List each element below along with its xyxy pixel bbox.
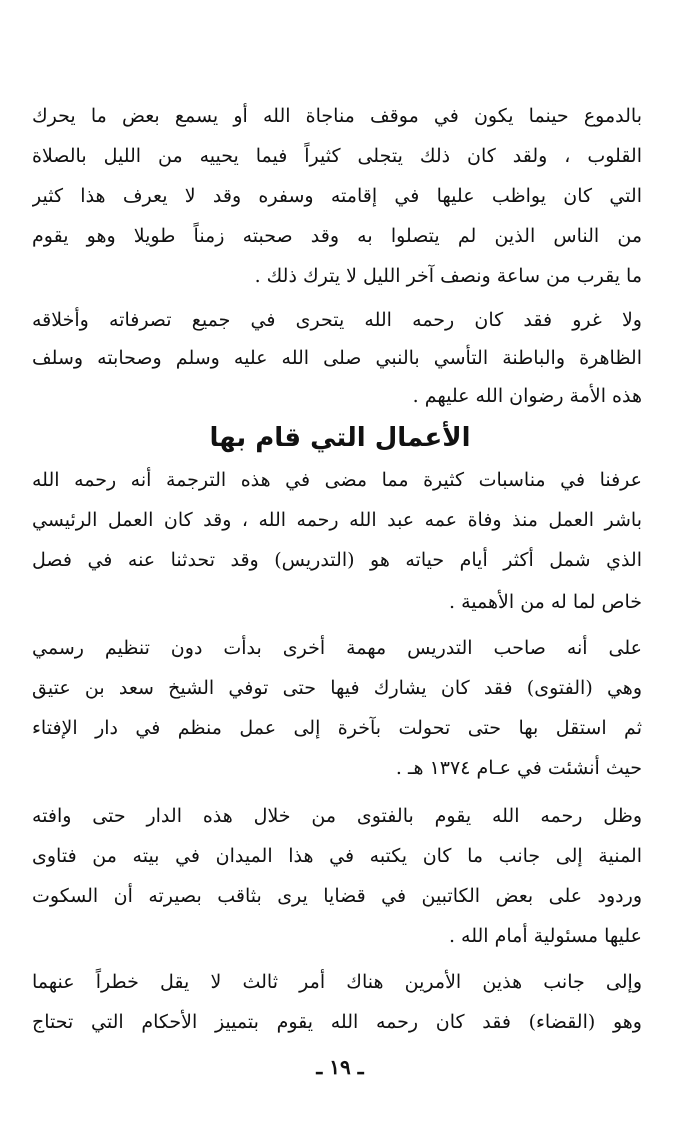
text-line: الذي شمل أكثر أيام حياته هو (التدريس) وقد تحدثنا عنه في فصل (32, 549, 642, 571)
text-line: بالدموع حينما يكون في موقف مناجاة الله أو يسمع بعض ما يحرك (32, 105, 642, 127)
text-line: ثم استقل بها حتى تحولت بآخرة إلى عمل منظم في دار الإفتاء (32, 717, 642, 739)
text-line: القلوب ، ولقد كان ذلك يتجلى كثيراً فيما يحييه من الليل بالصلاة (32, 145, 642, 167)
text-line: وظل رحمه الله يقوم بالفتوى من خلال هذه الدار حتى وافته (32, 805, 642, 827)
text-line: وردود على بعض الكاتبين في قضايا يرى بثاقب بصيرته أن السكوت (32, 885, 642, 907)
section-heading: الأعمال التي قام بها (209, 423, 471, 453)
text-line: وهو (القضاء) فقد كان رحمه الله يقوم بتمييز الأحكام التي تحتاج (32, 1011, 642, 1033)
text-line: التي كان يواظب عليها في إقامته وسفره وقد لا يعرف هذا كثير (32, 185, 642, 207)
text-line: الظاهرة والباطنة التأسي بالنبي صلى الله عليه وسلم وصحابته وسلف (32, 347, 642, 369)
text-line: خاص لما له من الأهمية . (449, 591, 642, 613)
text-line: على أنه صاحب التدريس مهمة أخرى بدأت دون تنظيم رسمي (32, 637, 642, 659)
text-line: باشر العمل منذ وفاة عمه عبد الله رحمه الله ، وقد كان العمل الرئيسي (32, 509, 642, 531)
text-line: هذه الأمة رضوان الله عليهم . (412, 385, 642, 407)
text-line: عليها مسئولية أمام الله . (448, 925, 642, 947)
text-line: ما يقرب من ساعة ونصف آخر الليل لا يترك ذلك . (254, 265, 642, 287)
text-line: وإلى جانب هذين الأمرين هناك أمر ثالث لا يقل خطراً عنهما (32, 971, 642, 993)
text-line: من الناس الذين لم يتصلوا به وقد صحبته زمناً طويلا وهو يقوم (32, 225, 642, 247)
text-line: ولا غرو فقد كان رحمه الله يتحرى في جميع تصرفاته وأخلاقه (32, 309, 642, 331)
text-line: وهي (الفتوى) فقد كان يشارك فيها حتى توفي الشيخ سعد بن عتيق (32, 677, 642, 699)
text-line: حيث أنشئت في عـام ١٣٧٤ هـ . (395, 757, 642, 779)
text-line: المنية إلى جانب ما كان يكتبه في هذا الميدان في بيته من فتاوى (32, 845, 642, 867)
text-line: عرفنا في مناسبات كثيرة مما مضى في هذه الترجمة أنه رحمه الله (32, 469, 642, 491)
page-number: ـ ١٩ ـ (316, 1055, 364, 1079)
